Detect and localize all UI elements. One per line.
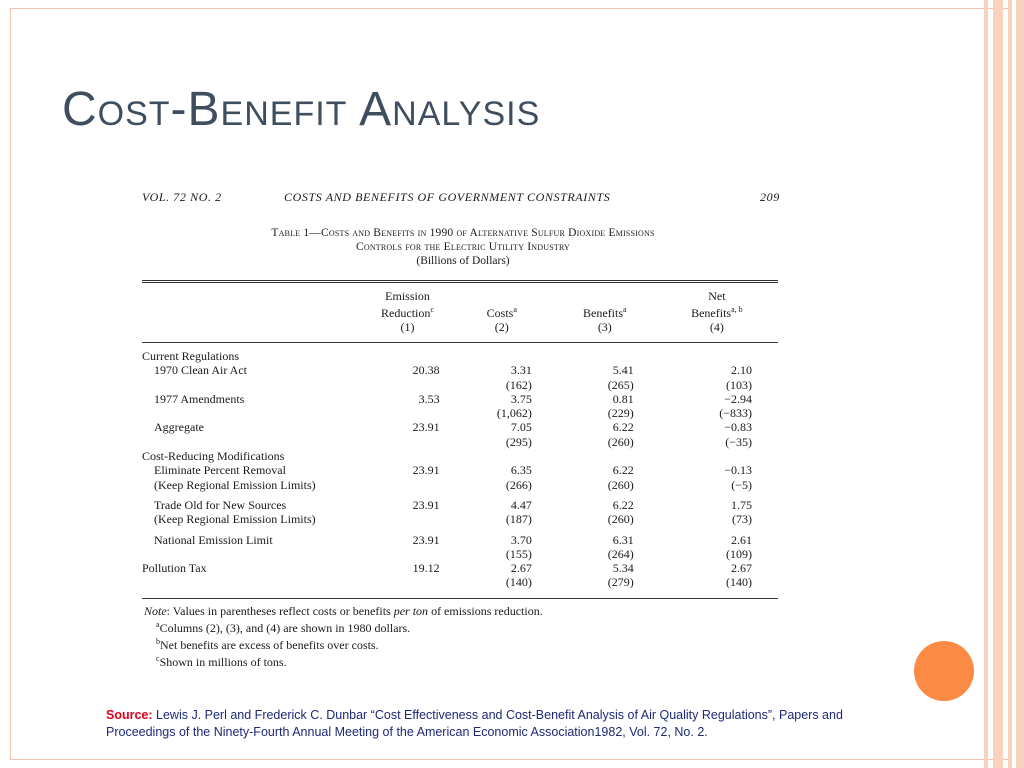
cell-benefits: 5.41: [612, 363, 634, 378]
row-label: [142, 575, 365, 589]
table-row: [142, 478, 778, 492]
header-benefits: [554, 282, 656, 343]
header-text: Net: [708, 289, 726, 303]
cell-emission-reduction: [365, 435, 449, 449]
table-body: [142, 343, 778, 590]
header-text: (3): [597, 320, 612, 334]
cell-net-benefits: (−5): [731, 477, 752, 492]
row-label: 1970 Clean Air Act: [154, 363, 247, 378]
caption-line-1: Table 1—Costs and Benefits in 1990 of Alternative Sulfur Dioxide Emissions: [271, 227, 655, 239]
caption-line-3: (Billions of Dollars): [416, 255, 510, 267]
table-notes: [142, 605, 784, 669]
cell-emission-reduction: [365, 378, 449, 392]
header-text: Benefits$^a$: [583, 305, 627, 320]
source-text: Lewis J. Perl and Frederick C. Dunbar “Cost Effectiveness and Cost-Benefit Analysis of Air Quality Regulations”, Papers and Proceedings of the Ninety-Fourth Annual Meeting of the American Economic Association1982, Vol. 72, No. 2.: [106, 708, 843, 739]
cell-benefits: 6.22: [612, 420, 634, 435]
running-head: [142, 186, 784, 210]
cell-net-benefits: −0.83: [724, 420, 752, 435]
cell-costs: (140): [505, 575, 532, 590]
table-row: [142, 561, 778, 575]
cell-emission-reduction: [365, 449, 449, 463]
cell-emission-reduction: [365, 547, 449, 561]
cell-emission-reduction: 20.38: [412, 363, 440, 378]
cell-costs: [450, 449, 554, 463]
decor-stripe-4: [1016, 0, 1024, 768]
header-net-benefits: [656, 282, 778, 343]
cell-net-benefits: [656, 343, 778, 364]
decor-stripe-2: [993, 0, 1003, 768]
table-header-row: [142, 282, 778, 343]
cell-net-benefits: (140): [726, 575, 752, 590]
cell-net-benefits: 1.75: [731, 497, 752, 512]
header-text: (2): [494, 320, 509, 334]
cell-emission-reduction: 3.53: [418, 391, 440, 406]
table-row: [142, 420, 778, 434]
cell-net-benefits: (73): [732, 512, 752, 527]
running-head-page: 209: [760, 190, 780, 204]
table-row: [142, 392, 778, 406]
decor-stripe-1: [984, 0, 988, 768]
note-text: : Values in parentheses reflect costs or benefits: [166, 603, 394, 618]
table-row: [142, 449, 778, 463]
table-caption: [142, 226, 784, 268]
footnote-b: $^b$Net benefits are excess of benefits over costs.: [156, 636, 379, 652]
caption-line-2: Controls for the Electric Utility Industry: [355, 241, 571, 253]
cell-costs: [450, 343, 554, 364]
cell-costs: 7.05: [510, 420, 532, 435]
header-costs: [450, 282, 554, 343]
cell-costs: 3.75: [510, 391, 532, 406]
note-line: [144, 605, 784, 618]
decor-stripe-3: [1008, 0, 1012, 768]
row-label: Pollution Tax: [142, 561, 207, 576]
accent-circle: [914, 641, 974, 701]
cell-net-benefits: (−833): [719, 406, 752, 421]
cell-emission-reduction: [365, 478, 449, 492]
running-head-volume: VOL. 72 NO. 2: [142, 190, 222, 204]
source-label: Source:: [106, 708, 153, 722]
cell-costs: 3.70: [510, 532, 532, 547]
row-label: Cost-Reducing Modifications: [142, 449, 285, 464]
cell-emission-reduction: 23.91: [412, 497, 440, 512]
source-citation: [106, 707, 886, 741]
scanned-table-excerpt: [142, 186, 784, 669]
cell-emission-reduction: 23.91: [412, 532, 440, 547]
header-text: Costs$^a$: [486, 305, 517, 320]
cell-costs: 2.67: [510, 561, 532, 576]
table-bottom-rule: [142, 598, 778, 599]
cell-net-benefits: −2.94: [724, 391, 752, 406]
row-label: 1977 Amendments: [154, 391, 245, 406]
cell-benefits: (229): [607, 406, 634, 421]
table-row: [142, 575, 778, 589]
cell-benefits: (260): [607, 434, 634, 449]
cell-benefits: [554, 343, 656, 364]
table-row: [142, 363, 778, 377]
cell-emission-reduction: 23.91: [412, 420, 440, 435]
cell-emission-reduction: 19.12: [412, 561, 440, 576]
row-label: (Keep Regional Emission Limits): [154, 477, 316, 492]
row-label: Current Regulations: [142, 349, 239, 363]
row-label: National Emission Limit: [154, 532, 273, 547]
cell-net-benefits: 2.67: [731, 561, 752, 576]
cell-benefits: [554, 449, 656, 463]
slide-title: Cost-Benefit Analysis: [62, 83, 541, 136]
row-label: [142, 547, 365, 561]
note-label: Note: [144, 603, 167, 618]
header-text: Reduction$^c$: [381, 305, 434, 320]
cell-emission-reduction: [365, 406, 449, 420]
table-row: [142, 492, 778, 512]
footnote-a: $^a$Columns (2), (3), and (4) are shown in 1980 dollars.: [156, 619, 411, 635]
row-label: [142, 435, 365, 449]
cell-costs: 3.31: [510, 363, 532, 378]
header-text: [450, 289, 554, 303]
cell-benefits: (260): [607, 512, 634, 527]
note-text: of emissions reduction.: [428, 603, 543, 618]
cell-benefits: 0.81: [612, 391, 634, 406]
cell-emission-reduction: [365, 512, 449, 526]
header-text: Emission: [385, 289, 430, 303]
cell-costs: (295): [505, 434, 532, 449]
row-label: Trade Old for New Sources: [154, 497, 287, 512]
cell-net-benefits: −0.13: [724, 463, 752, 478]
cell-costs: (187): [505, 512, 532, 527]
cell-benefits: (260): [607, 477, 634, 492]
table-row: [142, 547, 778, 561]
cell-emission-reduction: [365, 575, 449, 589]
cell-net-benefits: 2.10: [731, 363, 752, 378]
header-label-cell: [142, 282, 365, 343]
cell-emission-reduction: [365, 343, 449, 364]
table-row: [142, 343, 778, 364]
note-emphasis: per ton: [393, 603, 429, 618]
header-text: (1): [400, 320, 415, 334]
cell-costs: (1,062): [496, 406, 532, 421]
table-row: [142, 512, 778, 526]
cost-benefit-table: [142, 280, 778, 590]
cell-net-benefits: 2.61: [731, 532, 752, 547]
header-text: (4): [709, 320, 724, 334]
row-label: [142, 406, 365, 420]
row-label: (Keep Regional Emission Limits): [154, 512, 316, 527]
table-row: [142, 406, 778, 420]
header-emission-reduction: [365, 282, 449, 343]
cell-benefits: (279): [607, 575, 634, 590]
footnote-c: $^c$Shown in millions of tons.: [156, 653, 287, 669]
cell-net-benefits: (103): [726, 377, 752, 392]
table-row: [142, 378, 778, 392]
row-label: Aggregate: [154, 420, 204, 435]
cell-costs: (266): [505, 477, 532, 492]
row-label: Eliminate Percent Removal: [154, 463, 286, 478]
cell-benefits: 6.22: [612, 463, 634, 478]
cell-net-benefits: [656, 449, 778, 463]
cell-costs: (162): [505, 377, 532, 392]
cell-benefits: 6.31: [612, 532, 634, 547]
cell-emission-reduction: 23.91: [412, 463, 440, 478]
cell-net-benefits: (−35): [725, 434, 752, 449]
header-text: [554, 289, 656, 303]
table-row: [142, 463, 778, 477]
cell-benefits: (264): [607, 546, 634, 561]
table-row: [142, 527, 778, 547]
row-label: [142, 378, 365, 392]
cell-benefits: 5.34: [612, 561, 634, 576]
table-row: [142, 435, 778, 449]
running-head-title: COSTS AND BENEFITS OF GOVERNMENT CONSTRAINTS: [284, 190, 611, 204]
cell-costs: 4.47: [510, 497, 532, 512]
cell-costs: 6.35: [510, 463, 532, 478]
header-text: Benefits$^{a, b}$: [691, 305, 743, 320]
cell-net-benefits: (109): [726, 546, 752, 561]
cell-costs: (155): [505, 546, 532, 561]
cell-benefits: 6.22: [612, 497, 634, 512]
cell-benefits: (265): [607, 377, 634, 392]
